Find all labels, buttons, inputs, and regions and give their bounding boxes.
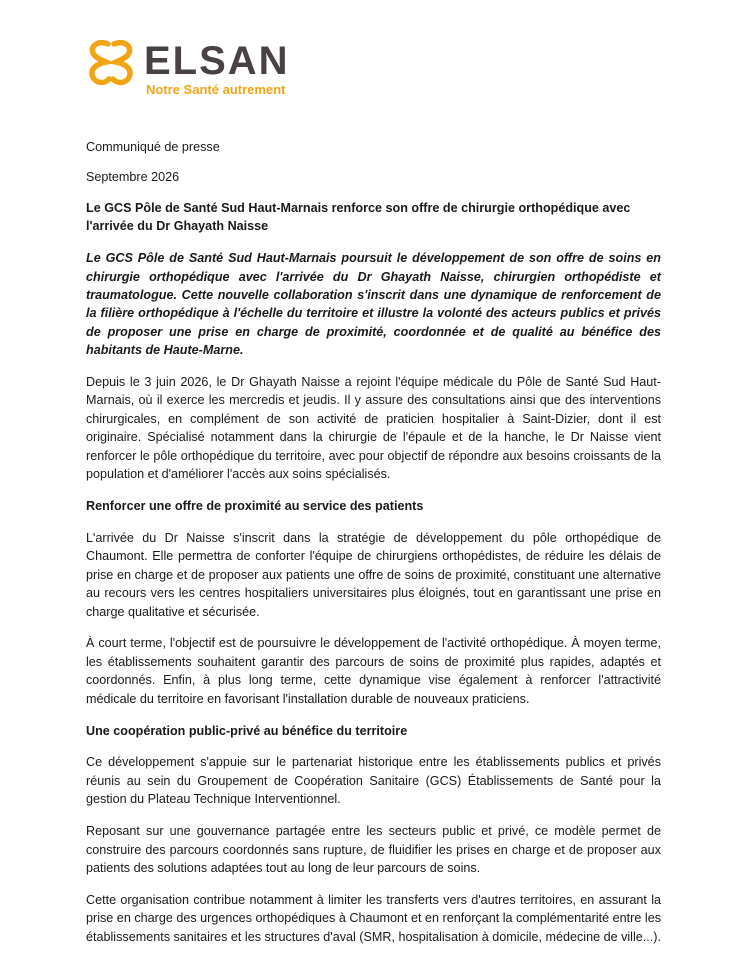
lead-paragraph: Le GCS Pôle de Santé Sud Haut-Marnais poursuit le développement de son offre de soins en chirurgie orthopédique avec l'arrivée du Dr Ghayath Naisse, chirurgien orthopédiste et traumatologue. Cette nouvelle collaboration s'inscrit dans une dynamique de renforcement de la filière orthopédique à l'échelle du territoire et illustre la volonté des acteurs publics et privés de proposer une prise en charge de proximité, coordonnée et de qualité au bénéfice des habitants de Haute-Marne. bbox=[86, 251, 661, 358]
brand-name: ELSAN bbox=[144, 39, 290, 83]
section-heading-proximite: Renforcer une offre de proximité au service des patients bbox=[86, 499, 424, 513]
brand-tagline: Notre Santé autrement bbox=[146, 82, 286, 97]
section2-paragraph-1: Ce développement s'appuie sur le partenariat historique entre les établissements publics et privés réunis au sein du Groupement de Coopération Sanitaire (GCS) Établissements de Santé pour la gestion du Plateau Technique Interventionnel. bbox=[86, 755, 661, 807]
press-release-body bbox=[86, 138, 661, 960]
elsan-logo bbox=[86, 38, 290, 97]
elsan-logo-icon bbox=[86, 38, 136, 88]
logo-text bbox=[144, 38, 290, 97]
section2-paragraph-2: Reposant sur une gouvernance partagée entre les secteurs public et privé, ce modèle permet de construire des parcours coordonnés sans rupture, de fluidifier les prises en charge et de proposer aux patients des solutions adaptées tout au long de leur parcours de soins. bbox=[86, 824, 661, 875]
section2-paragraph-3: Cette organisation contribue notamment à limiter les transferts vers d'autres territoires, en assurant la prise en charge des urgences orthopédiques à Chaumont et en renforçant la complémentarité entre les établissements sanitaires et les structures d'aval (SMR, hospitalisation à domicile, médecine de ville...). bbox=[86, 892, 661, 944]
section1-paragraph-1: L'arrivée du Dr Naisse s'inscrit dans la stratégie de développement du pôle orthopédique de Chaumont. Elle permettra de conforter l'équipe de chirurgiens orthopédistes, de réduire les délais de prise en charge et de proposer aux patients une offre de soins de proximité, constituant une alternative au recours vers les centres hospitaliers universitaires plus éloignés, tout en garantissant une prise en charge qualitative et sécurisée. bbox=[86, 530, 661, 619]
section-heading-cooperation: Une coopération public-privé au bénéfice du territoire bbox=[86, 723, 408, 738]
document-date: Septembre 2026 bbox=[86, 170, 180, 185]
document-label: Communiqué de presse bbox=[86, 140, 220, 154]
intro-paragraph: Depuis le 3 juin 2026, le Dr Ghayath Naisse a rejoint l'équipe médicale du Pôle de Santé Sud Haut-Marnais, où il exerce les mercredis et jeudis. Il y assure des consultations ainsi que des interventions chirurgicales, en complément de son activité de praticien hospitalier à Saint-Dizier, dont il est originaire. Spécialisé notamment dans la chirurgie de l'épaule et de la hanche, le Dr Naisse vient renforcer le pôle orthopédique du territoire, avec pour objectif de répondre aux besoins croissants de la population et d'améliorer l'accès aux soins spécialisés. bbox=[86, 375, 661, 482]
section1-paragraph-2: À court terme, l'objectif est de poursuivre le développement de l'activité orthopédique. À moyen terme, les établissements souhaitent garantir des parcours de soins de proximité plus rapides, adaptés et coordonnés. Enfin, à plus long terme, cette dynamique vise également à renforcer l'attractivité médicale du territoire en favorisant l'installation durable de nouveaux praticiens. bbox=[86, 636, 661, 706]
document-title: Le GCS Pôle de Santé Sud Haut-Marnais renforce son offre de chirurgie orthopédique avec l'arrivée du Dr Ghayath Naisse bbox=[86, 200, 631, 234]
